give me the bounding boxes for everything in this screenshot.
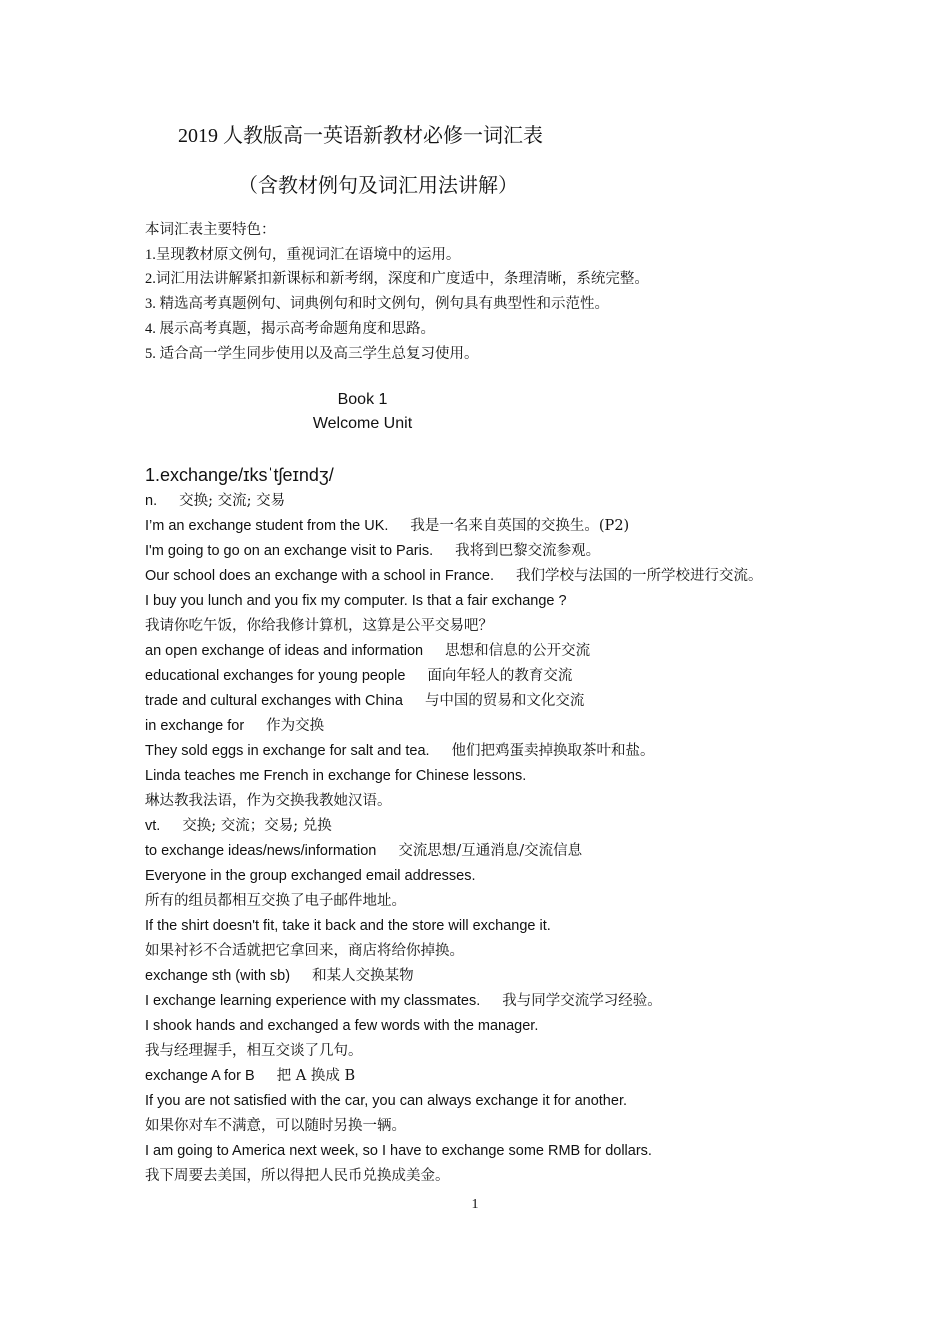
feature-item: 1.呈现教材原文例句，重视词汇在语境中的运用。 [145, 246, 461, 263]
entry-english: an open exchange of ideas and information [145, 643, 424, 659]
entry-line [145, 514, 763, 539]
entry-english: Linda teaches me French in exchange for Chinese lessons. [145, 768, 527, 784]
unit-title: Welcome Unit [312, 415, 413, 432]
entry-chinese: 我与同学交流学习经验。 [502, 993, 662, 1009]
entry-line [145, 989, 763, 1014]
entry-chinese: 如果你对车不满意，可以随时另换一辆。 [145, 1118, 406, 1134]
entry-english: I am going to America next week, so I have to exchange some RMB for dollars. [145, 1143, 652, 1159]
entry-headword: 1.exchange/ɪksˈtʃeɪndʒ/ [145, 465, 334, 485]
feature-item: 3. 精选高考真题例句、词典例句和时文例句，例句具有典型性和示范性。 [145, 296, 609, 313]
entry-line [145, 1089, 763, 1114]
entry-chinese: 交流思想/互通消息/交流信息 [398, 843, 583, 859]
entry-english: Our school does an exchange with a school in France. [145, 568, 495, 584]
entry-line [145, 1114, 763, 1139]
entry-chinese: 把 A 换成 B [276, 1068, 356, 1084]
entry-line [145, 1139, 763, 1164]
entry-chinese: 作为交换 [266, 718, 325, 734]
entry-english: If you are not satisfied with the car, you can always exchange it for another. [145, 1093, 627, 1109]
entry-english: I’m an exchange student from the UK. [145, 518, 389, 534]
entry-line [145, 814, 763, 839]
entry-chinese: 我是一名来自英国的交换生。(P2) [410, 518, 630, 534]
entry-lines [145, 489, 763, 1189]
entry-chinese: 我下周要去美国，所以得把人民币兑换成美金。 [145, 1168, 450, 1184]
entry-english: n. [145, 493, 158, 509]
entry-line [145, 564, 763, 589]
entry-english: I buy you lunch and you fix my computer. Is that a fair exchange ? [145, 593, 567, 609]
entry-line [145, 914, 763, 939]
entry-english: I exchange learning experience with my classmates. [145, 993, 481, 1009]
entry-line [145, 664, 763, 689]
entry-line [145, 939, 763, 964]
features-section [145, 218, 649, 366]
entry-chinese: 思想和信息的公开交流 [445, 643, 591, 659]
entry-line [145, 889, 763, 914]
entry-line [145, 1164, 763, 1189]
entry-english: I'm going to go on an exchange visit to Paris. [145, 543, 434, 559]
entry-chinese: 和某人交换某物 [312, 968, 414, 984]
entry-line [145, 739, 763, 764]
entry-line [145, 714, 763, 739]
document-title: 2019 人教版高一英语新教材必修一词汇表 [178, 125, 543, 147]
book-title: Book 1 [337, 391, 388, 408]
entry-english: in exchange for [145, 718, 245, 734]
entry-chinese: 我将到巴黎交流参观。 [455, 543, 601, 559]
feature-item: 2.词汇用法讲解紧扣新课标和新考纲，深度和广度适中，条理清晰，系统完整。 [145, 271, 649, 288]
entry-english: exchange A for B [145, 1068, 255, 1084]
feature-item: 4. 展示高考真题，揭示高考命题角度和思路。 [145, 320, 435, 337]
entry-english: Everyone in the group exchanged email addresses. [145, 868, 476, 884]
entry-line [145, 1064, 763, 1089]
entry-chinese: 交换; 交流；交易; 兑换 [182, 818, 332, 834]
entry-chinese: 他们把鸡蛋卖掉换取茶叶和盐。 [451, 743, 655, 759]
entry-line [145, 589, 763, 614]
entry-line [145, 1039, 763, 1064]
entry-line [145, 639, 763, 664]
document-subtitle: （含教材例句及词汇用法讲解） [238, 175, 518, 197]
entry-chinese: 交换; 交流; 交易 [179, 493, 286, 509]
entry-english: exchange sth (with sb) [145, 968, 291, 984]
entry-line [145, 689, 763, 714]
entry-line [145, 489, 763, 514]
entry-english: vt. [145, 818, 161, 834]
features-heading: 本词汇表主要特色： [145, 222, 276, 238]
entry-chinese: 面向年轻人的教育交流 [427, 668, 573, 684]
entry-line [145, 764, 763, 789]
entry-chinese: 与中国的贸易和文化交流 [424, 693, 585, 709]
entry-chinese: 琳达教我法语，作为交换我教她汉语。 [145, 793, 392, 809]
entry-english: to exchange ideas/news/information [145, 843, 377, 859]
entry-chinese: 所有的组员都相互交换了电子邮件地址。 [145, 893, 406, 909]
page-number: 1 [471, 1197, 479, 1212]
entry-line [145, 539, 763, 564]
entry-line [145, 964, 763, 989]
entry-line [145, 864, 763, 889]
feature-item: 5. 适合高一学生同步使用以及高三学生总复习使用。 [145, 345, 479, 362]
entry-english: They sold eggs in exchange for salt and tea. [145, 743, 430, 759]
entry-chinese: 我们学校与法国的一所学校进行交流。 [516, 568, 763, 584]
entry-line [145, 839, 763, 864]
entry-line [145, 614, 763, 639]
entry-line [145, 789, 763, 814]
entry-english: educational exchanges for young people [145, 668, 406, 684]
entry-line [145, 1014, 763, 1039]
entry-english: If the shirt doesn't fit, take it back and the store will exchange it. [145, 918, 551, 934]
entry-english: trade and cultural exchanges with China [145, 693, 403, 709]
entry-chinese: 我请你吃午饭，你给我修计算机，这算是公平交易吧？ [145, 618, 493, 634]
entry-english: I shook hands and exchanged a few words with the manager. [145, 1018, 539, 1034]
entry-chinese: 我与经理握手，相互交谈了几句。 [145, 1043, 363, 1059]
entry-chinese: 如果衬衫不合适就把它拿回来，商店将给你掉换。 [145, 943, 464, 959]
